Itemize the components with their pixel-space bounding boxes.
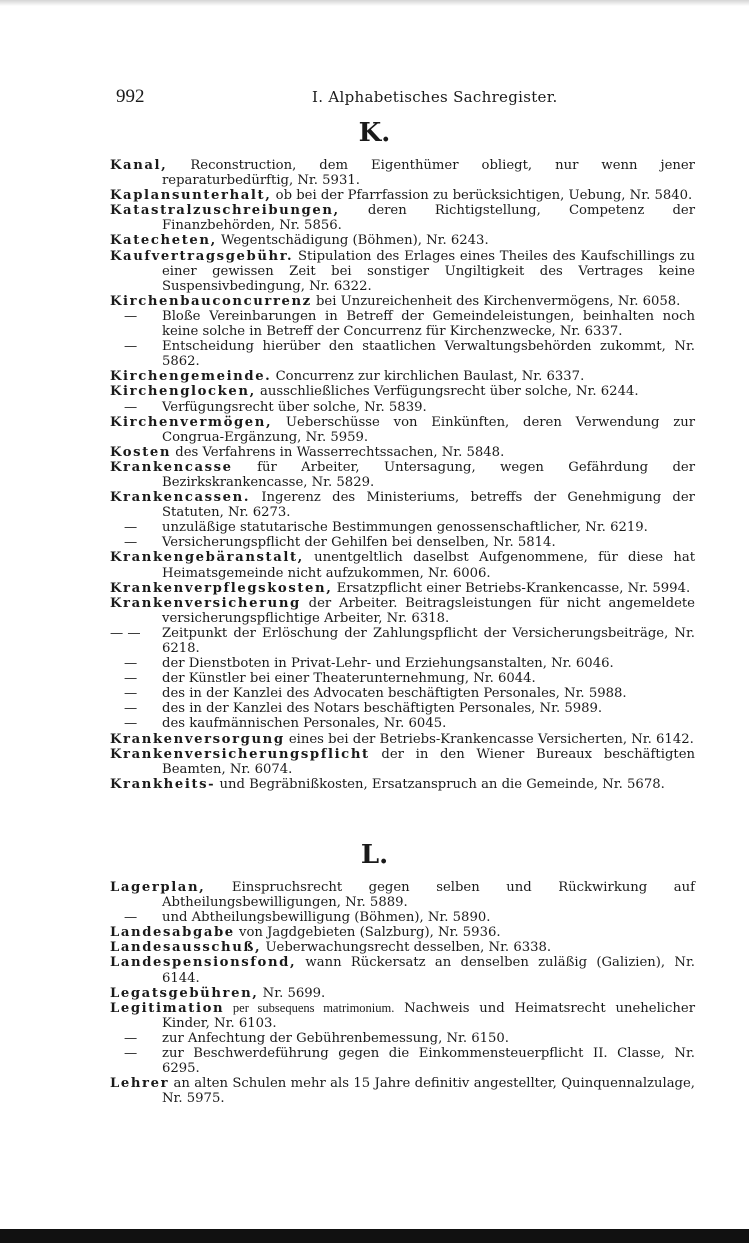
entry-text: und Abtheilungsbewilligung (Böhmen), Nr. 5890. bbox=[162, 910, 491, 926]
entry-text: Ersatzpflicht einer Betriebs-Krankencasse, Nr. 5994. bbox=[332, 580, 691, 596]
entry-text: Entscheidung hierüber den staatlichen Verwaltungsbehörden zukommt, Nr. 5862. bbox=[162, 339, 695, 370]
entry-text: Reconstruction, dem Eigenthümer obliegt, nur wenn jener reparaturbedürftig, Nr. 5931. bbox=[162, 158, 695, 189]
entry-lemma: Krankengebäranstalt, bbox=[110, 550, 304, 566]
section-heading-k: K. bbox=[358, 118, 391, 148]
entry-lemma: Kirchenvermögen, bbox=[110, 414, 273, 430]
entry-latin-phrase: per subsequens matrimonium. bbox=[224, 1000, 395, 1015]
index-subentry bbox=[110, 339, 695, 369]
entry-lemma: Katecheten, bbox=[110, 233, 217, 249]
entry-text: bei Unzureichenheit des Kirchenvermögens, Nr. 6058. bbox=[311, 293, 681, 309]
entry-lemma: Kanal, bbox=[110, 158, 168, 173]
entry-text: Ueberschüsse von Einkünften, deren Verwendung zur Congrua-Ergänzung, Nr. 5959. bbox=[162, 414, 695, 445]
entry-text: an alten Schulen mehr als 15 Jahre definitiv angestellter, Quinquennalzulage, Nr. 5975. bbox=[162, 1076, 695, 1107]
index-entry bbox=[110, 596, 695, 626]
running-title: I. Alphabetisches Sachregister. bbox=[312, 88, 558, 106]
repeat-dash: — bbox=[124, 520, 138, 536]
entry-text: unentgeltlich daselbst Aufgenommene, für diese hat Heimatsgemeinde nicht aufzukommen, Nr. 6006. bbox=[162, 550, 695, 581]
repeat-dash: — bbox=[124, 308, 138, 324]
entry-text: von Jagdgebieten (Salzburg), Nr. 5936. bbox=[234, 925, 501, 941]
section-heading-l: L. bbox=[360, 840, 389, 870]
entry-text: Einspruchsrecht gegen selben und Rückwirkung auf Abtheilungsbewilligungen, Nr. 5889. bbox=[162, 880, 695, 911]
entry-lemma: Kirchenbauconcurrenz bbox=[110, 293, 312, 309]
index-entry bbox=[110, 415, 695, 445]
index-entry bbox=[110, 581, 695, 596]
entry-text: zur Anfechtung der Gebührenbemessung, Nr. 6150. bbox=[162, 1030, 509, 1046]
entry-text: eines bei der Betriebs-Krankencasse Versicherten, Nr. 6142. bbox=[284, 731, 694, 747]
index-section-k bbox=[110, 158, 695, 792]
entry-text: des in der Kanzlei des Advocaten beschäftigten Personales, Nr. 5988. bbox=[162, 686, 627, 702]
index-entry bbox=[110, 986, 695, 1001]
index-entry bbox=[110, 955, 695, 985]
entry-text: ob bei der Pfarrfassion zu berücksichtigen, Uebung, Nr. 5840. bbox=[271, 188, 693, 204]
entry-lemma: Landesabgabe bbox=[110, 925, 235, 941]
index-subentry bbox=[110, 309, 695, 339]
index-entry bbox=[110, 1076, 695, 1106]
index-entry bbox=[110, 445, 695, 460]
repeat-dash: — bbox=[124, 535, 138, 551]
entry-lemma: Landesausschuß, bbox=[110, 940, 262, 956]
entry-text: des kaufmännischen Personales, Nr. 6045. bbox=[162, 716, 447, 732]
scan-bottom-edge bbox=[0, 1229, 749, 1243]
entry-lemma: Krankenversicherungspflicht bbox=[110, 746, 370, 762]
entry-text: unzuläßige statutarische Bestimmungen genossenschaftlicher, Nr. 6219. bbox=[162, 520, 648, 536]
index-section-l bbox=[110, 880, 695, 1106]
entry-lemma: Legitimation bbox=[110, 1000, 225, 1016]
index-entry bbox=[110, 747, 695, 777]
index-subentry bbox=[110, 686, 695, 701]
repeat-dash: — bbox=[124, 399, 138, 415]
entry-lemma: Kirchengemeinde. bbox=[110, 369, 272, 385]
index-subentry bbox=[110, 400, 695, 415]
repeat-dash: — bbox=[124, 910, 138, 926]
index-subentry bbox=[110, 716, 695, 731]
entry-lemma: Lehrer bbox=[110, 1076, 170, 1092]
entry-text: Zeitpunkt der Erlöschung der Zahlungspflicht der Versicherungsbeiträge, Nr. 6218. bbox=[162, 625, 695, 656]
index-subentry bbox=[110, 535, 695, 550]
index-entry bbox=[110, 925, 695, 940]
index-subentry bbox=[110, 656, 695, 671]
repeat-dash: — bbox=[124, 1030, 138, 1046]
entry-text: Ueberwachungsrecht desselben, Nr. 6338. bbox=[261, 940, 552, 956]
index-entry bbox=[110, 384, 695, 399]
entry-text: der in den Wiener Bureaux beschäftigten Beamten, Nr. 6074. bbox=[162, 746, 695, 777]
entry-text: und Begräbnißkosten, Ersatzanspruch an die Gemeinde, Nr. 5678. bbox=[215, 776, 665, 792]
entry-lemma: Krankenversorgung bbox=[110, 731, 285, 747]
index-entry bbox=[110, 249, 695, 294]
scan-top-edge bbox=[0, 0, 749, 6]
entry-text: zur Beschwerdeführung gegen die Einkommensteuerpflicht II. Classe, Nr. 6295. bbox=[162, 1046, 695, 1077]
entry-lemma: Kirchenglocken, bbox=[110, 384, 256, 400]
repeat-dash: — — bbox=[110, 625, 141, 641]
index-subentry bbox=[110, 520, 695, 535]
entry-lemma: Legatsgebühren, bbox=[110, 985, 259, 1001]
entry-lemma: Krankencassen. bbox=[110, 490, 251, 506]
repeat-dash: — bbox=[124, 671, 138, 687]
entry-text: der Arbeiter. Beitragsleistungen für nicht angemeldete versicherungspflichtige Arbeiter, Nr. 6318. bbox=[162, 595, 695, 626]
index-entry bbox=[110, 550, 695, 580]
entry-lemma: Kaplansunterhalt, bbox=[110, 188, 272, 204]
entry-lemma: Kaufvertragsgebühr. bbox=[110, 248, 294, 264]
index-entry bbox=[110, 203, 695, 233]
entry-text: Bloße Vereinbarungen in Betreff der Gemeindeleistungen, beinhalten noch keine solche in Betreff der Concurrenz für Kirchenzwecke, Nr. 6337. bbox=[162, 308, 695, 340]
entry-text: deren Richtigstellung, Competenz der Finanzbehörden, Nr. 5856. bbox=[162, 203, 695, 234]
index-entry bbox=[110, 369, 695, 384]
entry-lemma: Krankenverpflegskosten, bbox=[110, 580, 333, 596]
index-entry bbox=[110, 490, 695, 520]
index-entry bbox=[110, 188, 695, 203]
entry-text: Concurrenz zur kirchlichen Baulast, Nr. 6337. bbox=[271, 369, 585, 385]
entry-lemma: Landespensionsfond, bbox=[110, 955, 297, 971]
index-entry bbox=[110, 233, 695, 248]
entry-text: für Arbeiter, Untersagung, wegen Gefährdung der Bezirkskrankencasse, Nr. 5829. bbox=[162, 459, 695, 490]
entry-text: der Dienstboten in Privat-Lehr- und Erziehungsanstalten, Nr. 6046. bbox=[162, 656, 614, 672]
index-entry bbox=[110, 294, 695, 309]
entry-text: des in der Kanzlei des Notars beschäftigten Personales, Nr. 5989. bbox=[162, 701, 603, 717]
index-entry bbox=[110, 777, 695, 792]
index-entry bbox=[110, 460, 695, 490]
index-entry bbox=[110, 158, 695, 188]
page-header bbox=[116, 86, 696, 112]
index-subentry bbox=[110, 1046, 695, 1076]
entry-lemma: Krankencasse bbox=[110, 459, 233, 475]
repeat-dash: — bbox=[124, 656, 138, 672]
entry-text: ausschließliches Verfügungsrecht über solche, Nr. 6244. bbox=[255, 384, 639, 400]
repeat-dash: — bbox=[124, 1046, 138, 1062]
entry-text: Wegentschädigung (Böhmen), Nr. 6243. bbox=[216, 233, 489, 249]
entry-text: wann Rückersatz an denselben zuläßig (Galizien), Nr. 6144. bbox=[162, 955, 695, 986]
index-subentry bbox=[110, 671, 695, 686]
index-subentry bbox=[110, 626, 695, 656]
index-entry bbox=[110, 732, 695, 747]
entry-lemma: Katastralzuschreibungen, bbox=[110, 203, 340, 219]
index-entry bbox=[110, 940, 695, 955]
entry-lemma: Lagerplan, bbox=[110, 880, 206, 895]
repeat-dash: — bbox=[124, 701, 138, 717]
entry-text: Verfügungsrecht über solche, Nr. 5839. bbox=[162, 399, 427, 415]
index-subentry bbox=[110, 1031, 695, 1046]
entry-text: des Verfahrens in Wasserrechtssachen, Nr. 5848. bbox=[171, 444, 505, 460]
entry-text: Nr. 5699. bbox=[258, 985, 326, 1001]
entry-text: Ingerenz des Ministeriums, betreffs der Genehmigung der Statuten, Nr. 6273. bbox=[162, 490, 695, 521]
entry-text: Nachweis und Heimatsrecht unehelicher Kinder, Nr. 6103. bbox=[162, 1000, 695, 1031]
entry-text: Versicherungspflicht der Gehilfen bei denselben, Nr. 5814. bbox=[162, 535, 556, 551]
index-entry bbox=[110, 880, 695, 910]
entry-lemma: Kosten bbox=[110, 444, 172, 460]
page-number: 992 bbox=[116, 86, 145, 107]
index-subentry bbox=[110, 701, 695, 716]
entry-text: Stipulation des Erlages eines Theiles des Kaufschillings zu einer gewissen Zeit bei sonstiger Ungiltigkeit des Vertrages keine Suspensivbedingung, Nr. 6322. bbox=[162, 248, 695, 294]
entry-text: der Künstler bei einer Theaterunternehmung, Nr. 6044. bbox=[162, 671, 536, 687]
index-subentry bbox=[110, 910, 695, 925]
repeat-dash: — bbox=[124, 339, 138, 355]
entry-lemma: Krankenversicherung bbox=[110, 595, 301, 611]
index-entry bbox=[110, 1001, 695, 1031]
entry-lemma: Krankheits- bbox=[110, 776, 216, 792]
repeat-dash: — bbox=[124, 686, 138, 702]
repeat-dash: — bbox=[124, 716, 138, 732]
